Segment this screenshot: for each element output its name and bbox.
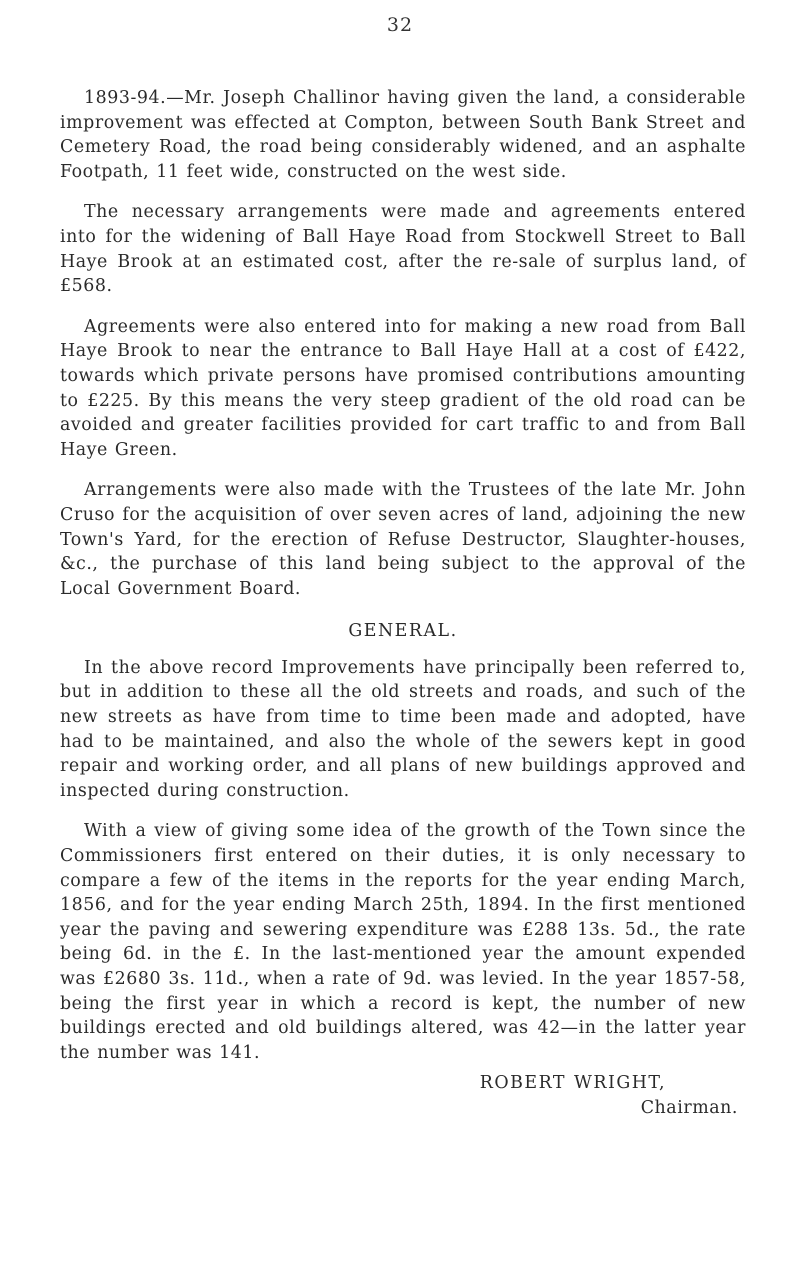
paragraph-compton: 1893-94.—Mr. Joseph Challinor having given the land, a considerable improvement was effected at Compton, between South Bank Street and Cemetery Road, the road being considerably widened, and an asphalte Footpath, 11 feet wide, constructed on the west side. bbox=[60, 88, 746, 182]
paragraph-new-road: Agreements were also entered into for making a new road from Ball Haye Brook to near the entrance to Ball Haye Hall at a cost of £422, towards which private persons have promised contributions amounting to £225. By this means the very steep gradient of the old road can be avoided and greater facilities provided for cart traffic to and from Ball Haye Green. bbox=[60, 316, 746, 460]
paragraph-ball-haye-road: The necessary arrangements were made and agreements entered into for the widening of Ball Haye Road from Stockwell Street to Ball Haye Brook at an estimated cost, after the re-sale of surplus land, of £568. bbox=[60, 202, 746, 297]
signatory-title: Chairman. bbox=[640, 1097, 738, 1118]
paragraph-town-growth: With a view of giving some idea of the growth of the Town since the Commissioners first entered on their duties, it is only necessary to compare a few of the items in the reports for the year ending March, 1856, and for the year ending March 25th, 1894. In the first mentioned year the paving and sewering expenditure was £288 13s. 5d., the rate being 6d. in the £. In the last-mentioned year the amount expended was £2680 3s. 11d., when a rate of 9d. was levied. In the year 1857-58, being the first year in which a record is kept, the number of new buildings erected and old buildings altered, was 42—in the latter year the number was 141. bbox=[60, 821, 746, 1063]
page-number: 32 bbox=[386, 14, 414, 36]
signature-block bbox=[60, 1071, 746, 1120]
section-heading-general: GENERAL. bbox=[348, 621, 458, 642]
paragraph-general-maintenance: In the above record Improvements have principally been referred to, but in addition to these all the old streets and roads, and such of the new streets as have from time to time been made and adopted, have had to be maintained, and also the whole of the sewers kept in good repair and working order, and all plans of new buildings approved and inspected during construction. bbox=[60, 657, 746, 801]
report-body bbox=[60, 86, 746, 1121]
paragraph-cruso-land: Arrangements were also made with the Trustees of the late Mr. John Cruso for the acquisition of over seven acres of land, adjoining the new Town's Yard, for the erection of Refuse Destructor, Slaughter-houses, &c., the purchase of this land being subject to the approval of the Local Government Board. bbox=[60, 480, 746, 599]
signatory-name: ROBERT WRIGHT, bbox=[479, 1073, 666, 1094]
